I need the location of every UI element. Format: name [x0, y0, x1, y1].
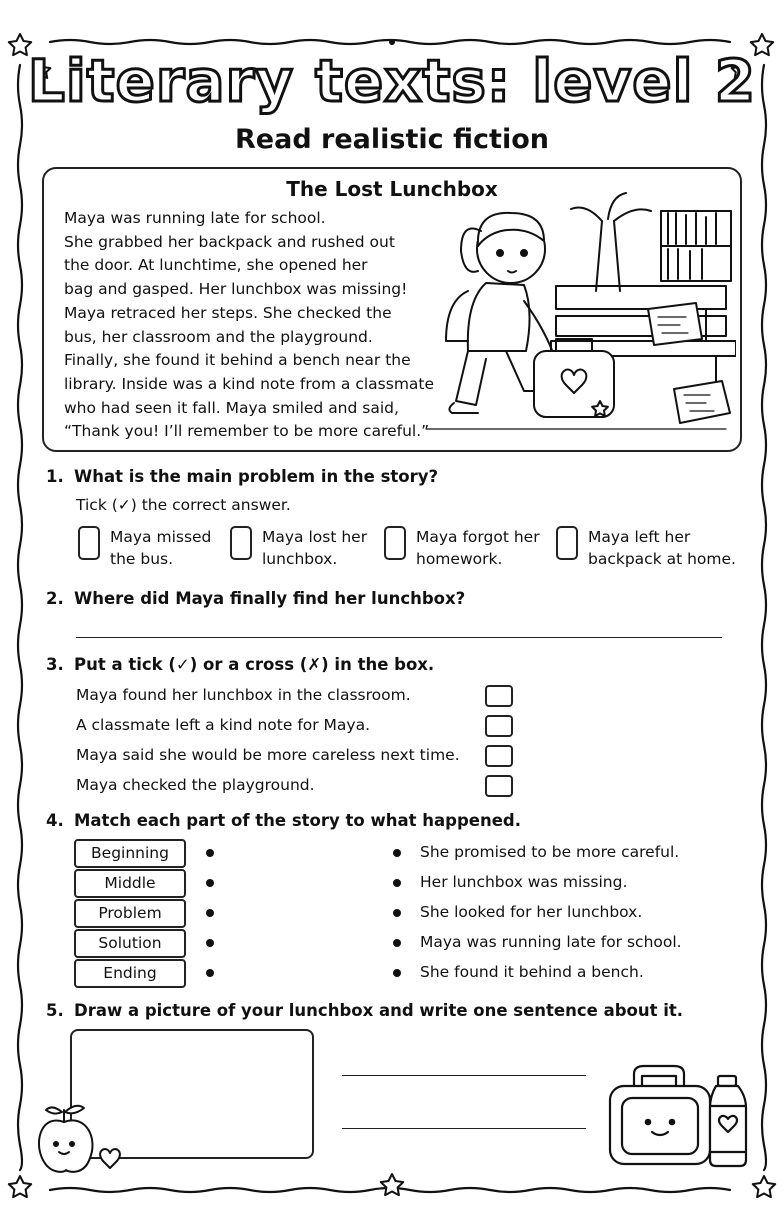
tick-checkbox[interactable]: [78, 526, 100, 560]
q1-instruction: Tick (✓) the correct answer.: [76, 496, 291, 514]
question-text: Draw a picture of your lunchbox and write one sentence about it.: [74, 1001, 684, 1020]
tick-cross-box[interactable]: [485, 745, 513, 767]
statement: Maya checked the playground.: [76, 776, 315, 794]
match-dot-left[interactable]: [206, 849, 214, 857]
match-dot-left[interactable]: [206, 939, 214, 947]
question-number: 4.: [46, 811, 64, 830]
question-3: [46, 655, 434, 674]
lunchbox-icon: [604, 1060, 754, 1170]
story-line: Finally, she found it behind a bench near the: [64, 351, 411, 370]
story-line: who had seen it fall. Maya smiled and said,: [64, 398, 399, 417]
story-line: bag and gasped. Her lunchbox was missing!: [64, 280, 408, 299]
question-5: [46, 1001, 683, 1020]
story-event: She looked for her lunchbox.: [420, 903, 643, 921]
match-dot-left[interactable]: [206, 879, 214, 887]
question-text: Match each part of the story to what happened.: [74, 811, 521, 830]
match-dot-right[interactable]: [393, 969, 401, 977]
question-text: What is the main problem in the story?: [74, 467, 439, 486]
page-title: Literary texts: level 2: [27, 47, 757, 115]
tick-cross-box[interactable]: [485, 775, 513, 797]
story-title: The Lost Lunchbox: [286, 177, 498, 201]
story-line: She grabbed her backpack and rushed out: [64, 232, 395, 251]
tick-checkbox[interactable]: [384, 526, 406, 560]
story-line: Maya retraced her steps. She checked the: [64, 303, 392, 322]
story-line: Maya was running late for school.: [64, 209, 326, 227]
question-number: 3.: [46, 655, 64, 674]
option-label: Maya left her backpack at home.: [588, 528, 736, 568]
option-label: Maya missed the bus.: [110, 528, 212, 568]
match-dot-right[interactable]: [393, 879, 401, 887]
story-part-label: Solution: [74, 929, 186, 958]
story-part-label: Middle: [74, 869, 186, 898]
match-dot-left[interactable]: [206, 969, 214, 977]
answer-line[interactable]: [342, 1075, 586, 1076]
tick-checkbox[interactable]: [556, 526, 578, 560]
tick-cross-box[interactable]: [485, 685, 513, 707]
story-box: [42, 167, 742, 452]
story-line: “Thank you! I’ll remember to be more careful.”: [64, 422, 430, 441]
question-4: [46, 811, 521, 830]
page-subtitle: Read realistic fiction: [235, 124, 549, 155]
girl-illustration: [406, 191, 736, 441]
statement: A classmate left a kind note for Maya.: [76, 716, 371, 734]
question-number: 1.: [46, 467, 64, 486]
star-icon: [753, 1176, 775, 1197]
question-number: 2.: [46, 589, 64, 608]
story-line: the door. At lunchtime, she opened her: [64, 256, 368, 275]
match-dot-left[interactable]: [206, 909, 214, 917]
story-event: Maya was running late for school.: [420, 933, 682, 951]
story-event: She found it behind a bench.: [420, 963, 644, 981]
story-text: [64, 207, 435, 444]
story-part-label: Ending: [74, 959, 186, 988]
statement: Maya found her lunchbox in the classroom.: [76, 686, 411, 704]
question-text: Put a tick (✓) or a cross (✗) in the box.: [74, 655, 435, 674]
apple-icon: [32, 1100, 122, 1180]
match-dot-right[interactable]: [393, 939, 401, 947]
match-dot-right[interactable]: [393, 849, 401, 857]
star-icon: [381, 1174, 403, 1195]
water-bottle-icon: [710, 1076, 746, 1166]
match-dot-right[interactable]: [393, 909, 401, 917]
question-2: [46, 589, 465, 608]
statement: Maya said she would be more careless next time.: [76, 746, 460, 764]
question-number: 5.: [46, 1001, 64, 1020]
tick-checkbox[interactable]: [230, 526, 252, 560]
option-label: Maya lost her lunchbox.: [262, 528, 368, 568]
tick-cross-box[interactable]: [485, 715, 513, 737]
story-part-label: Beginning: [74, 839, 186, 868]
answer-line[interactable]: [342, 1128, 586, 1129]
story-line: bus, her classroom and the playground.: [64, 327, 373, 346]
option-label: Maya forgot her homework.: [416, 528, 540, 568]
story-event: Her lunchbox was missing.: [420, 873, 628, 891]
story-part-label: Problem: [74, 899, 186, 928]
story-event: She promised to be more careful.: [420, 843, 680, 861]
story-line: library. Inside was a kind note from a classmate: [64, 374, 435, 393]
star-icon: [9, 1176, 31, 1197]
answer-line[interactable]: [76, 637, 722, 638]
question-text: Where did Maya finally find her lunchbox?: [74, 589, 466, 608]
heart-icon: [100, 1149, 120, 1168]
question-1: [46, 467, 438, 486]
